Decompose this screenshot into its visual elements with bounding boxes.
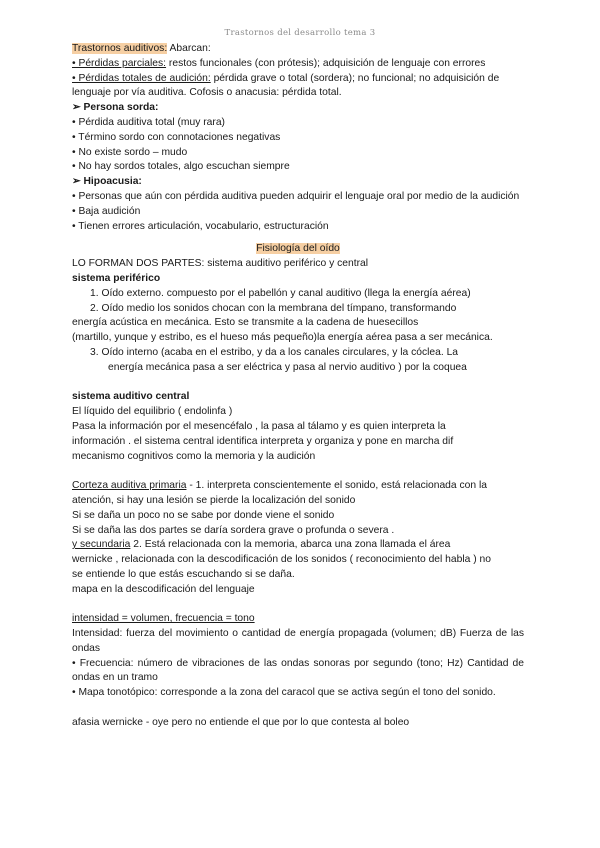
list-item: • Tienen errores articulación, vocabulario, estructuración (72, 220, 329, 232)
term-label: y secundaria (72, 539, 131, 551)
subheading-hipoacusia: ➢ Hipoacusia: (72, 176, 142, 188)
highlighted-title: Trastornos auditivos: (72, 43, 168, 54)
term-label: Corteza auditiva primaria (72, 480, 187, 492)
page-header: Trastornos del desarrollo tema 3 (224, 28, 376, 38)
paragraph: LO FORMAN DOS PARTES: sistema auditivo periférico y central (72, 258, 369, 270)
term-definition: 2. Está relacionada con la memoria, abarca una zona llamada el área (130, 539, 451, 551)
list-item: • Baja audición (72, 205, 141, 217)
term-definition: - 1. interpreta conscientemente el sonido, está relacionada con la (186, 480, 487, 492)
paragraph-perdidas-totales (72, 72, 524, 102)
paragraph-line: El líquido del equilibrio ( endolinfa ) (72, 406, 233, 418)
term-label: • Pérdidas totales de audición: (72, 72, 211, 84)
list-item: • No hay sordos totales, algo escuchan siempre (72, 161, 290, 173)
paragraph-line: mecanismo cognitivos como la memoria y la audición (72, 450, 316, 462)
term-definition: pérdida grave o total (sordera); no funcional; no adquisición de lenguaje por vía auditiva. Cofosis o anacusia: pérdida total. (72, 72, 500, 99)
numbered-item: 2. Oído medio los sonidos chocan con la membrana del tímpano, transformando (90, 302, 457, 314)
paragraph-perdidas-parciales (72, 57, 524, 72)
highlighted-title: Fisiología del oído (256, 243, 340, 255)
paragraph-line: atención, si hay una lesión se pierde la localización del sonido (72, 494, 356, 506)
paragraph-line: energía acústica en mecánica. Esto se transmite a la cadena de huesecillos (72, 317, 419, 329)
subheading-sistema-periferico: sistema periférico (72, 272, 161, 284)
heading-rest: Abarcan: (167, 43, 211, 54)
paragraph-line: Pasa la información por el mesencéfalo , la pasa al tálamo y es quien interpreta la (72, 420, 446, 432)
paragraph-line: mapa en la descodificación del lenguaje (72, 583, 255, 595)
subheading-persona-sorda: ➢ Persona sorda: (72, 102, 159, 114)
paragraph-line: se entiende lo que estás escuchando si se daña. (72, 568, 295, 580)
list-item-mapa-tonotopico: • Mapa tonotópico: corresponde a la zona del caracol que se activa según el tono del sonido. (72, 687, 496, 699)
list-item-frecuencia: • Frecuencia: número de vibraciones de las ondas sonoras por segundo (tono; Hz) Cantidad de ondas en un tramo (72, 657, 524, 684)
paragraph-line: Si se daña un poco no se sabe por donde viene el sonido (72, 509, 335, 521)
numbered-item: 1. Oído externo. compuesto por el pabellón y canal auditivo (llega la energía aérea) (90, 287, 471, 299)
paragraph-line: wernicke , relacionada con la descodificación de los sonidos ( reconocimiento del habla ) no (72, 554, 491, 566)
paragraph-line: (martillo, yunque y estribo, es el hueso más pequeño)la energía aérea pasa a ser mecánica. (72, 332, 493, 344)
subheading-intensidad-frecuencia: intensidad = volumen, frecuencia = tono (72, 613, 255, 625)
numbered-item: 3. Oído interno (acaba en el estribo, y da a los canales circulares, y la cóclea. La (90, 346, 459, 358)
section-heading-fisiologia (72, 242, 524, 257)
list-item: • Pérdida auditiva total (muy rara) (72, 116, 225, 128)
paragraph-intensidad: Intensidad: fuerza del movimiento o cantidad de energía propagada (volumen; dB) Fuerza de las ondas (72, 628, 524, 654)
paragraph-afasia: afasia wernicke - oye pero no entiende el que por lo que contesta al boleo (72, 716, 410, 728)
paragraph-line: energía mecánica pasa a ser eléctrica y pasa al nervio auditivo ) por la coquea (108, 361, 467, 373)
paragraph-corteza (72, 479, 524, 494)
term-definition: restos funcionales (con prótesis); adquisición de lenguaje con errores (166, 57, 486, 69)
section-heading-trastornos (72, 42, 524, 57)
paragraph-secundaria (72, 538, 524, 553)
list-item: • Término sordo con connotaciones negativas (72, 131, 281, 143)
term-label: • Pérdidas parciales: (72, 57, 167, 69)
document-body (72, 28, 524, 731)
list-item: • Personas que aún con pérdida auditiva pueden adquirir el lenguaje oral por medio de la audición (72, 190, 520, 202)
paragraph-line: información . el sistema central identifica interpreta y organiza y pone en marcha dif (72, 435, 454, 447)
list-item: • No existe sordo – mudo (72, 146, 188, 158)
subheading-sistema-central: sistema auditivo central (72, 391, 190, 403)
paragraph-line: Si se daña las dos partes se daría sordera grave o profunda o severa . (72, 524, 395, 536)
